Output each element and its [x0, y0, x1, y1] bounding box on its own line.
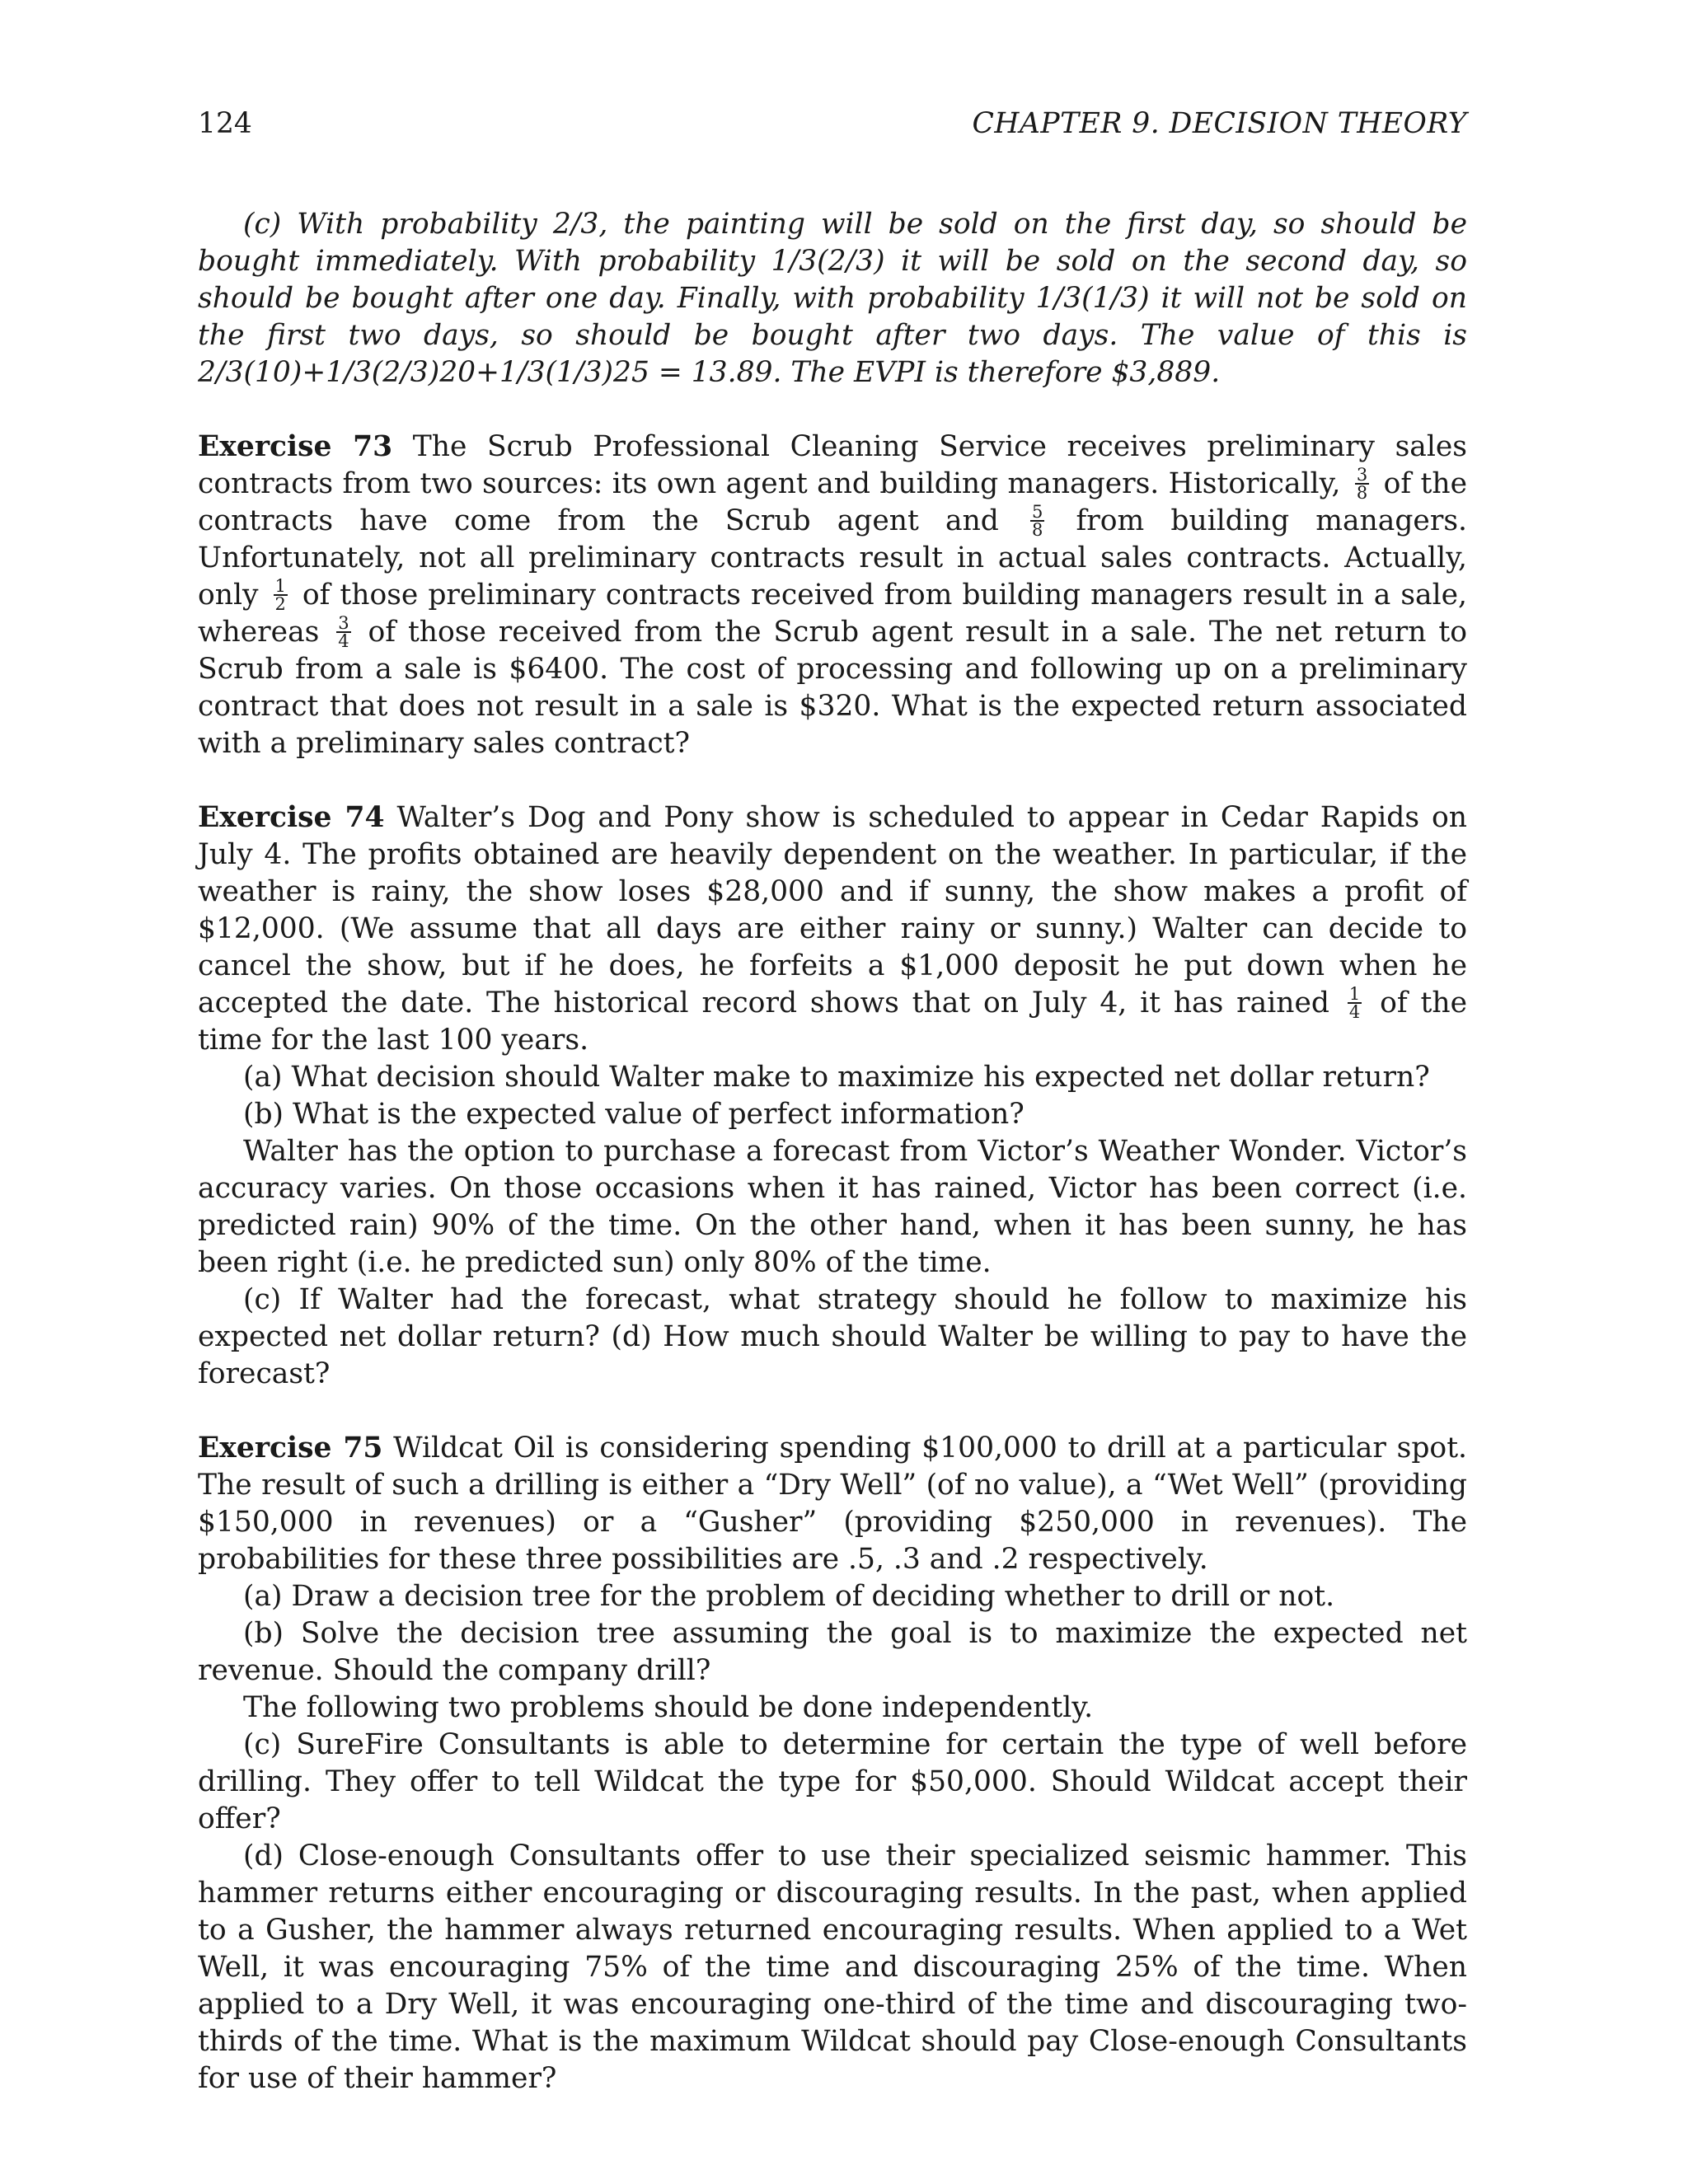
page-header — [198, 105, 1467, 163]
exercise-75-part-c: (c) SureFire Consultants is able to determine for certain the type of well before drilling. They offer to tell Wildcat the type for $50,000. Should Wildcat accept their offer? — [198, 1728, 1467, 1835]
exercise-74-label: Exercise 74 — [198, 801, 385, 834]
exercise-75-part-d: (d) Close-enough Consultants offer to use their specialized seismic hammer. This hammer returns either encouraging or discouraging results. In the past, when applied to a Gusher, the hammer always returned encouraging results. When applied to a Wet Well, it was encouraging 75% of the time and discouraging 25% of the time. When applied to a Dry Well, it was encouraging one-third of the time and discouraging two-thirds of the time. What is the maximum Wildcat should pay Close-enough Consultants for use of their hammer? — [198, 1840, 1467, 2095]
fraction-3-4: $\frac{3}{4}$ — [338, 612, 349, 651]
fraction-1-2: $\frac{1}{2}$ — [274, 575, 286, 614]
exercise-75-note: The following two problems should be done independently. — [243, 1691, 1094, 1724]
chapter-title: CHAPTER 9. DECISION THEORY — [972, 107, 1467, 140]
page-number: 124 — [198, 107, 252, 140]
exercise-74-text: Exercise 74 Walter’s Dog and Pony show is scheduled to appear in Cedar Rapids on July 4. The profits obtained are heavily dependent on the weather. In particular, if the weather is rainy, the show loses $28,000 and if sunny, the show makes a profit of $12,000. (We assume that all days are either rainy or sunny.) Walter can decide to cancel the show, but if he does, he forfeits a $1,000 deposit he put down when he accepted the date. The historical record shows that on July 4, it has rained $\frac{1}{4}$ of the time for the last 100 years. — [198, 801, 1468, 1057]
exercise-73-label: Exercise 73 — [198, 430, 393, 463]
exercise-74 — [198, 799, 1467, 1393]
exercise-74-forecast-paragraph: Walter has the option to purchase a forecast from Victor’s Weather Wonder. Victor’s accuracy varies. On those occasions when it has rained, Victor has been correct (i.e. predicted rain) 90% of the time. On the other hand, when it has been sunny, he has been right (i.e. he predicted sun) only 80% of the time. — [198, 1135, 1467, 1279]
exercise-75-part-b: (b) Solve the decision tree assuming the goal is to maximize the expected net revenue. Should the company drill? — [198, 1617, 1467, 1687]
fraction-3-8: $\frac{3}{8}$ — [1356, 464, 1368, 503]
exercise-75-text: Exercise 75 Wildcat Oil is considering spending $100,000 to drill at a particular spot. The result of such a drilling is either a “Dry Well” (of no value), a “Wet Well” (providing $150,000 in revenues) or a “Gusher” (providing $250,000 in revenues). The probabilities for these three possibilities are .5, .3 and .2 respectively. — [198, 1432, 1468, 1576]
fraction-1-4: $\frac{1}{4}$ — [1348, 983, 1361, 1022]
part-c-solution: (c) With probability 2/3, the painting will be sold on the first day, so should be bought immediately. With probability 1/3(2/3) it will be sold on the second day, so should be bought after one day. Finally, with probability 1/3(1/3) it will not be sold on the first two days, so should be bought after two days. The value of this is 2/3(10)+1/3(2/3)20+1/3(1/3)25 = 13.89. The EVPI is therefore $3,889. — [198, 208, 1467, 389]
exercise-74-parts-c-d: (c) If Walter had the forecast, what strategy should he follow to maximize his expected net dollar return? (d) How much should Walter be willing to pay to have the forecast? — [198, 1283, 1467, 1390]
exercise-73 — [198, 429, 1467, 762]
exercise-73-text: Exercise 73 The Scrub Professional Cleaning Service receives preliminary sales contracts from two sources: its own agent and building managers. Historically, $\frac{3}{8}$ of the contracts have come from the Scrub agent and $\frac{5}{8}$ from building managers. Unfortunately, not all preliminary contracts result in actual sales contracts. Actually, only $\frac{1}{2}$ of those preliminary contracts received from building managers result in a sale, whereas $\frac{3}{4}$ of those received from the Scrub agent result in a sale. The net return to Scrub from a sale is $6400. The cost of processing and following up on a preliminary contract that does not result in a sale is $320. What is the expected return associated with a preliminary sales contract? — [198, 430, 1468, 760]
exercise-75 — [198, 1430, 1467, 2097]
exercise-75-label: Exercise 75 — [198, 1432, 383, 1465]
fraction-5-8: $\frac{5}{8}$ — [1032, 501, 1043, 540]
exercise-74-part-b: (b) What is the expected value of perfect information? — [243, 1098, 1025, 1131]
page — [198, 105, 1467, 2135]
exercise-74-part-a: (a) What decision should Walter make to maximize his expected net dollar return? — [243, 1061, 1430, 1094]
exercise-75-part-a: (a) Draw a decision tree for the problem of deciding whether to drill or not. — [243, 1580, 1335, 1613]
